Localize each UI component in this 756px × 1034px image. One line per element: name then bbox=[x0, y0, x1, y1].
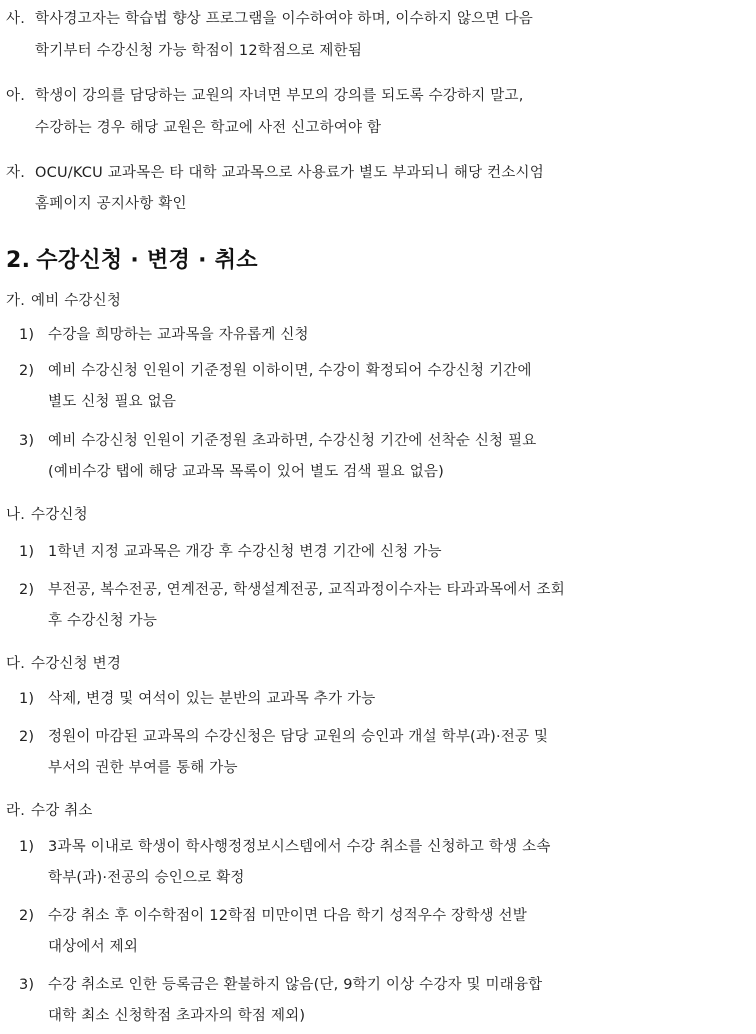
list-text: 대상에서 제외 bbox=[48, 939, 139, 955]
list-text: 학부(과)·전공의 승인으로 확정 bbox=[48, 870, 245, 886]
list-text: 대학 최소 신청학점 초과자의 학점 제외) bbox=[48, 1008, 306, 1024]
item-text: 홈페이지 공지사항 확인 bbox=[35, 196, 187, 212]
list-number: 1) bbox=[19, 327, 35, 343]
list-text: 수강 취소 후 이수학점이 12학점 미만이면 다음 학기 성적우수 장학생 선발 bbox=[48, 908, 527, 924]
list-number: 1) bbox=[19, 544, 35, 560]
item-text: 학생이 강의를 담당하는 교원의 자녀면 부모의 강의를 되도록 수강하지 말고, bbox=[35, 88, 524, 104]
subsection-marker: 나. bbox=[6, 507, 26, 523]
list-number: 3) bbox=[19, 433, 35, 449]
list-text: 예비 수강신청 인원이 기준정원 초과하면, 수강신청 기간에 선착순 신청 필요 bbox=[48, 433, 537, 449]
list-text: 삭제, 변경 및 여석이 있는 분반의 교과목 추가 가능 bbox=[48, 691, 376, 707]
subsection-marker: 라. bbox=[6, 803, 26, 819]
list-text: 3과목 이내로 학생이 학사행정정보시스템에서 수강 취소를 신청하고 학생 소속 bbox=[48, 839, 551, 855]
list-text: 수강을 희망하는 교과목을 자유롭게 신청 bbox=[48, 327, 309, 343]
item-marker: 아. bbox=[6, 88, 26, 104]
list-text: 후 수강신청 가능 bbox=[48, 613, 158, 629]
list-number: 3) bbox=[19, 977, 35, 993]
list-text: 부전공, 복수전공, 연계전공, 학생설계전공, 교직과정이수자는 타과과목에서 조회 bbox=[48, 582, 565, 598]
subsection-marker: 다. bbox=[6, 656, 26, 672]
subsection-marker: 가. bbox=[6, 293, 26, 309]
item-marker: 사. bbox=[6, 11, 26, 27]
list-text: (예비수강 탭에 해당 교과목 목록이 있어 별도 검색 필요 없음) bbox=[48, 464, 444, 480]
subsection-title: 예비 수강신청 bbox=[31, 293, 122, 309]
subsection-title: 수강신청 bbox=[31, 507, 88, 523]
item-text: 학사경고자는 학습법 향상 프로그램을 이수하여야 하며, 이수하지 않으면 다음 bbox=[35, 11, 533, 27]
item-marker: 자. bbox=[6, 165, 26, 181]
section-heading bbox=[6, 246, 258, 276]
subsection-title: 수강 취소 bbox=[31, 803, 93, 819]
list-text: 예비 수강신청 인원이 기준정원 이하이면, 수강이 확정되어 수강신청 기간에 bbox=[48, 363, 532, 379]
item-text: OCU/KCU 교과목은 타 대학 교과목으로 사용료가 별도 부과되니 해당 컨소시엄 bbox=[35, 165, 544, 181]
list-number: 2) bbox=[19, 908, 35, 924]
list-number: 2) bbox=[19, 582, 35, 598]
list-number: 2) bbox=[19, 729, 35, 745]
list-text: 별도 신청 필요 없음 bbox=[48, 394, 177, 410]
list-text: 정원이 마감된 교과목의 수강신청은 담당 교원의 승인과 개설 학부(과)·전공 및 bbox=[48, 729, 549, 745]
item-text: 학기부터 수강신청 가능 학점이 12학점으로 제한됨 bbox=[35, 43, 363, 59]
list-number: 1) bbox=[19, 691, 35, 707]
list-number: 1) bbox=[19, 839, 35, 855]
list-number: 2) bbox=[19, 363, 35, 379]
list-text: 1학년 지정 교과목은 개강 후 수강신청 변경 기간에 신청 가능 bbox=[48, 544, 442, 560]
list-text: 부서의 권한 부여를 통해 가능 bbox=[48, 760, 238, 776]
item-text: 수강하는 경우 해당 교원은 학교에 사전 신고하여야 함 bbox=[35, 120, 382, 136]
list-text: 수강 취소로 인한 등록금은 환불하지 않음(단, 9학기 이상 수강자 및 미래융합 bbox=[48, 977, 543, 993]
section-title: 수강신청 · 변경 · 취소 bbox=[36, 248, 258, 273]
subsection-title: 수강신청 변경 bbox=[31, 656, 122, 672]
section-number: 2. bbox=[6, 248, 31, 273]
